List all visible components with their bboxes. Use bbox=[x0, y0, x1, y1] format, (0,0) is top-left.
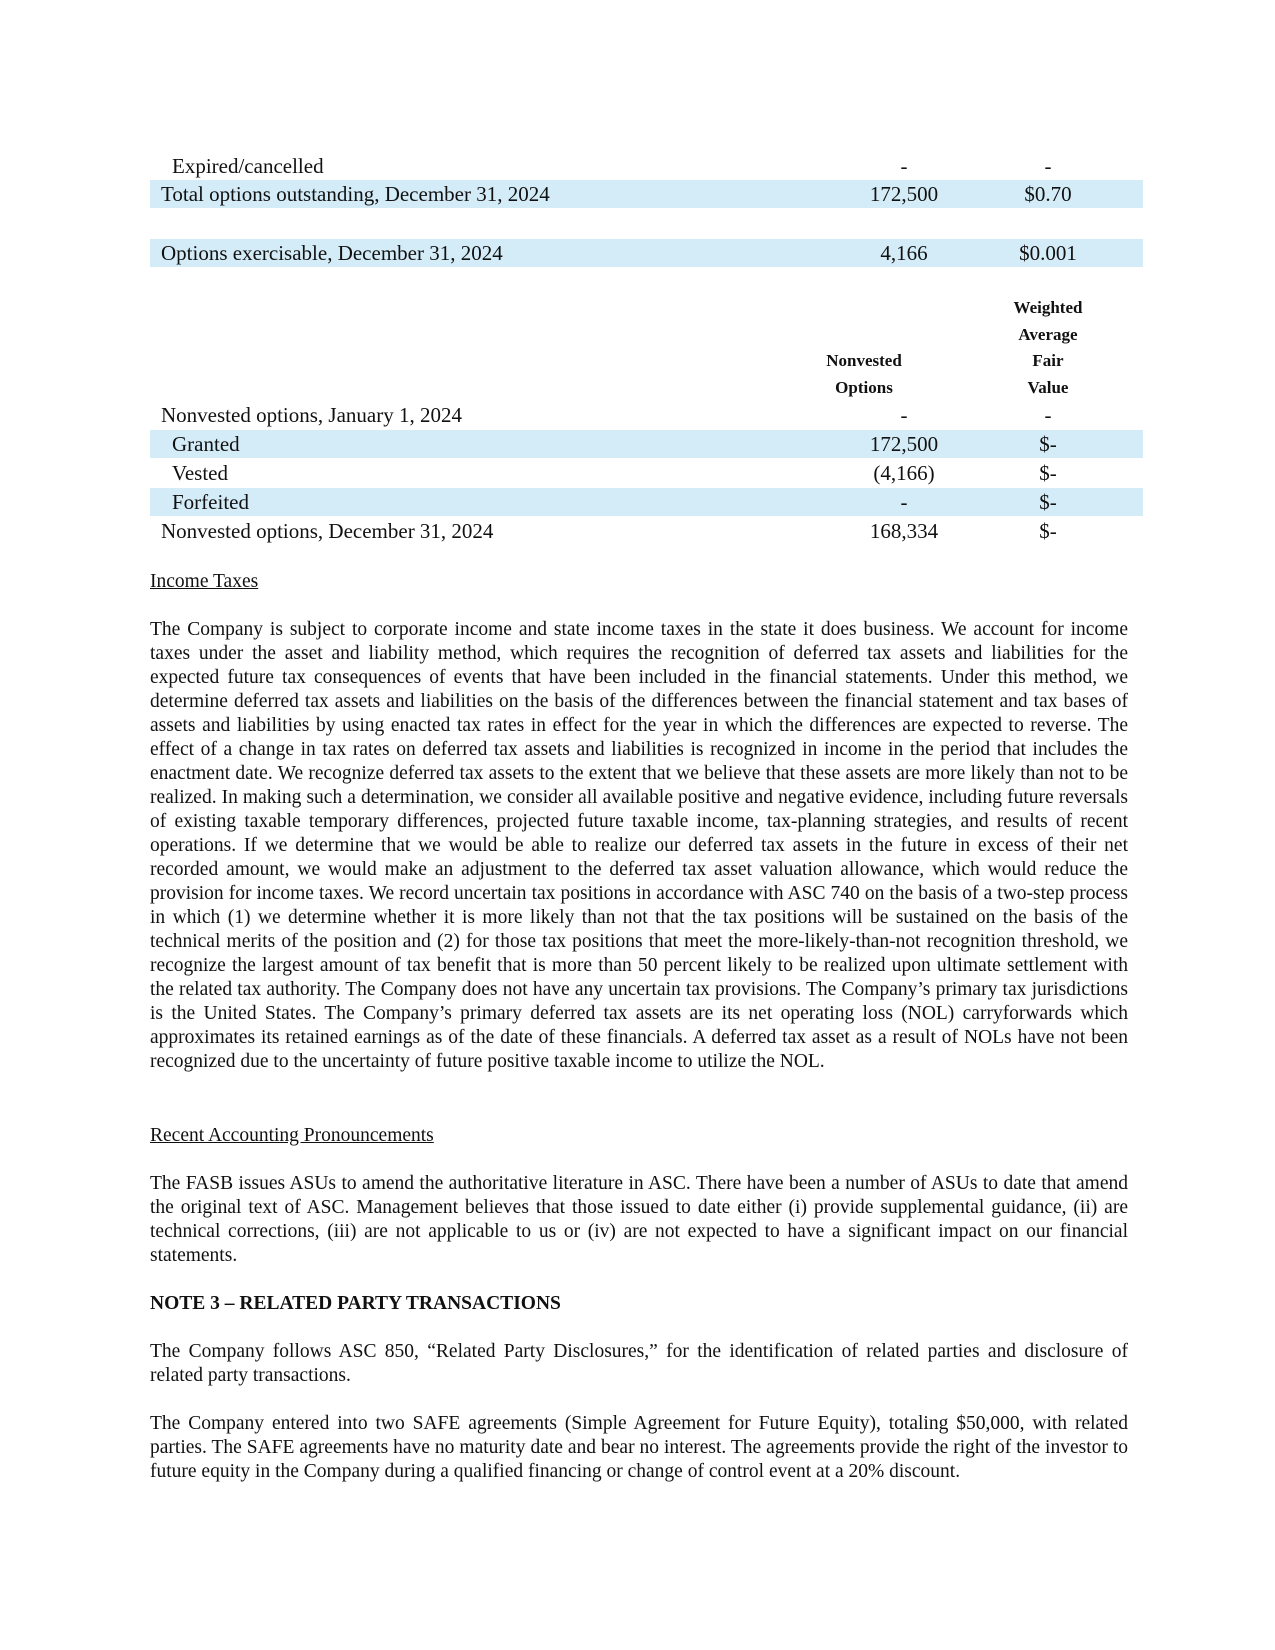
table-row bbox=[150, 459, 1143, 487]
row-fair-value: - bbox=[1044, 403, 1052, 427]
row-label: Nonvested options, December 31, 2024 bbox=[161, 519, 494, 543]
row-options-value: 172,500 bbox=[869, 432, 939, 456]
row-options-value: - bbox=[900, 154, 908, 178]
section-heading-recent-pronouncements: Recent Accounting Pronouncements bbox=[150, 1125, 434, 1146]
row-label: Granted bbox=[172, 432, 240, 456]
section-heading-income-taxes: Income Taxes bbox=[150, 571, 259, 592]
row-options-value: - bbox=[900, 403, 908, 427]
row-label: Options exercisable, December 31, 2024 bbox=[161, 241, 503, 265]
note-3-heading: NOTE 3 – RELATED PARTY TRANSACTIONS bbox=[150, 1293, 561, 1314]
row-options-value: 168,334 bbox=[869, 519, 939, 543]
row-price-value: - bbox=[1044, 154, 1052, 178]
header-weighted-average-fair-value bbox=[958, 295, 1138, 401]
row-label: Expired/cancelled bbox=[172, 154, 324, 178]
row-options-value: 4,166 bbox=[880, 241, 928, 265]
table-row bbox=[150, 430, 1143, 458]
note-3-paragraph-2: The Company entered into two SAFE agreements (Simple Agreement for Future Equity), totaling $50,000, with related parties. The SAFE agreements have no maturity date and bear no interest. The agreements provide the right of the investor to future equity in the Company during a qualified financing or change of control event at a 20% discount. bbox=[150, 1413, 1128, 1482]
header-line: Average bbox=[1018, 324, 1078, 344]
recent-pronouncements-paragraph: The FASB issues ASUs to amend the authoritative literature in ASC. There have been a number of ASUs to date that amend the original text of ASC. Management believes that those issued to date either (i) provide supplemental guidance, (ii) are technical corrections, (iii) are not applicable to us or (iv) are not expected to have a significant impact on our financial statements. bbox=[150, 1173, 1128, 1266]
header-nonvested-options bbox=[774, 348, 954, 401]
header-line: Nonvested bbox=[826, 351, 902, 370]
income-taxes-paragraph: The Company is subject to corporate income and state income taxes in the state it does business. We account for income taxes under the asset and liability method, which requires the recognition of deferred tax assets and liabilities for the expected future tax consequences of events that have been included in the financial statements. Under this method, we determine deferred tax assets and liabilities on the basis of the differences between the financial statement and tax bases of assets and liabilities by using enacted tax rates in effect for the year in which the differences are expected to reverse. The effect of a change in tax rates on deferred tax assets and liabilities is recognized in income in the period that includes the enactment date. We recognize deferred tax assets to the extent that we believe that these assets are more likely than not to be realized. In making such a determination, we consider all available positive and negative evidence, including future reversals of existing taxable temporary differences, projected future taxable income, tax-planning strategies, and results of recent operations. If we determine that we would be able to realize our deferred tax assets in the future in excess of their net recorded amount, we would make an adjustment to the deferred tax asset valuation allowance, which would reduce the provision for income taxes. We record uncertain tax positions in accordance with ASC 740 on the basis of a two-step process in which (1) we determine whether it is more likely than not that the tax positions will be sustained on the basis of the technical merits of the position and (2) for those tax positions that meet the more-likely-than-not recognition threshold, we recognize the largest amount of tax benefit that is more than 50 percent likely to be realized upon ultimate settlement with the related tax authority. The Company does not have any uncertain tax provisions. The Company’s primary tax jurisdictions is the United States. The Company’s primary deferred tax assets are its net operating loss (NOL) carryforwards which approximates its retained earnings as of the date of these financials. A deferred tax asset as a result of NOLs have not been recognized due to the uncertainty of future positive taxable income to utilize the NOL. bbox=[150, 619, 1128, 1072]
row-label: Vested bbox=[172, 461, 228, 485]
header-line: Options bbox=[835, 377, 893, 397]
row-options-value: - bbox=[900, 490, 908, 514]
row-fair-value: $- bbox=[1039, 432, 1057, 456]
row-fair-value: $- bbox=[1039, 461, 1057, 485]
row-fair-value: $- bbox=[1039, 490, 1057, 514]
table-row bbox=[150, 239, 1143, 267]
header-line: Fair bbox=[1032, 351, 1064, 370]
row-options-value: (4,166) bbox=[873, 461, 935, 485]
row-label: Total options outstanding, December 31, 2024 bbox=[161, 182, 550, 206]
table-row bbox=[150, 152, 1143, 180]
table-row bbox=[150, 517, 1143, 545]
note-3-paragraph-1: The Company follows ASC 850, “Related Party Disclosures,” for the identification of related parties and disclosure of related party transactions. bbox=[150, 1341, 1128, 1386]
row-price-value: $0.001 bbox=[1019, 241, 1077, 265]
row-options-value: 172,500 bbox=[869, 182, 939, 206]
header-line: Value bbox=[1027, 377, 1069, 397]
header-line: Weighted bbox=[1013, 298, 1083, 317]
table-row bbox=[150, 488, 1143, 516]
table-row bbox=[150, 401, 1143, 429]
row-label: Nonvested options, January 1, 2024 bbox=[161, 403, 462, 427]
table-row bbox=[150, 180, 1143, 208]
row-fair-value: $- bbox=[1039, 519, 1057, 543]
row-label: Forfeited bbox=[172, 490, 249, 514]
row-price-value: $0.70 bbox=[1024, 182, 1072, 206]
